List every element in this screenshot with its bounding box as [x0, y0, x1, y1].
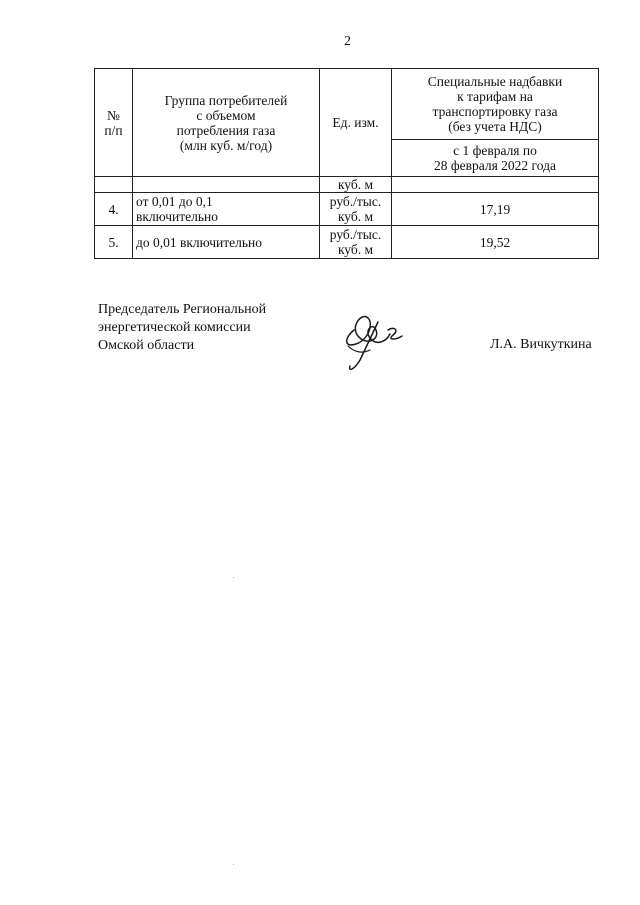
scan-artifact [233, 864, 234, 865]
cell-group-line: до 0,01 включительно [136, 234, 263, 250]
cell-unit-line: руб./тыс. [329, 194, 382, 209]
cell-group [133, 226, 320, 259]
header-group-line: (млн куб. м/год) [179, 137, 273, 153]
cell-num: 5. [95, 226, 133, 259]
cell-empty [95, 177, 133, 193]
cell-empty [133, 177, 320, 193]
table-row [95, 226, 599, 259]
cell-group [133, 193, 320, 226]
cell-unit-line: куб. м [337, 242, 374, 257]
signatory-title-line: Омской области [98, 338, 195, 353]
header-group-line: Группа потребителей [164, 92, 288, 108]
header-period-line: 28 февраля 2022 года [434, 158, 556, 173]
signatory-title [98, 301, 266, 355]
cell-unit [320, 193, 392, 226]
handwritten-signature [340, 300, 410, 376]
header-unit: Ед. изм. [320, 69, 392, 177]
table-row [95, 193, 599, 226]
cell-value: 19,52 [392, 226, 599, 259]
scan-artifact [233, 577, 234, 578]
header-group-line: потребления газа [176, 122, 276, 138]
cell-group-line: включительно [136, 209, 219, 224]
cell-unit-line: куб. м [337, 209, 374, 224]
cell-unit-line: руб./тыс. [329, 227, 382, 242]
header-num-line: № [107, 107, 120, 123]
cell-group-line: от 0,01 до 0,1 [136, 194, 213, 209]
header-group [133, 69, 320, 177]
tariff-table [94, 68, 599, 259]
signatory-title-line: Председатель Региональной [98, 302, 267, 317]
header-surcharge [392, 69, 599, 140]
table-header-row [95, 69, 599, 140]
header-num [95, 69, 133, 177]
cell-empty [392, 177, 599, 193]
cell-unit [320, 226, 392, 259]
header-period [392, 140, 599, 177]
header-num-line: п/п [104, 122, 123, 138]
header-surcharge-line: (без учета НДС) [448, 119, 542, 134]
signatory-title-line: энергетической комиссии [98, 320, 251, 335]
table-row-continuation [95, 177, 599, 193]
header-surcharge-line: транспортировку газа [432, 104, 558, 119]
header-surcharge-line: Специальные надбавки [427, 74, 563, 89]
header-group-line: с объемом [196, 107, 256, 123]
cell-num: 4. [95, 193, 133, 226]
header-surcharge-line: к тарифам на [457, 89, 533, 104]
signatory-name: Л.А. Вичкуткина [490, 337, 592, 352]
page-number: 2 [344, 34, 351, 49]
cell-value: 17,19 [392, 193, 599, 226]
cell-unit-continuation: куб. м [320, 177, 392, 193]
header-period-line: с 1 февраля по [453, 143, 537, 158]
